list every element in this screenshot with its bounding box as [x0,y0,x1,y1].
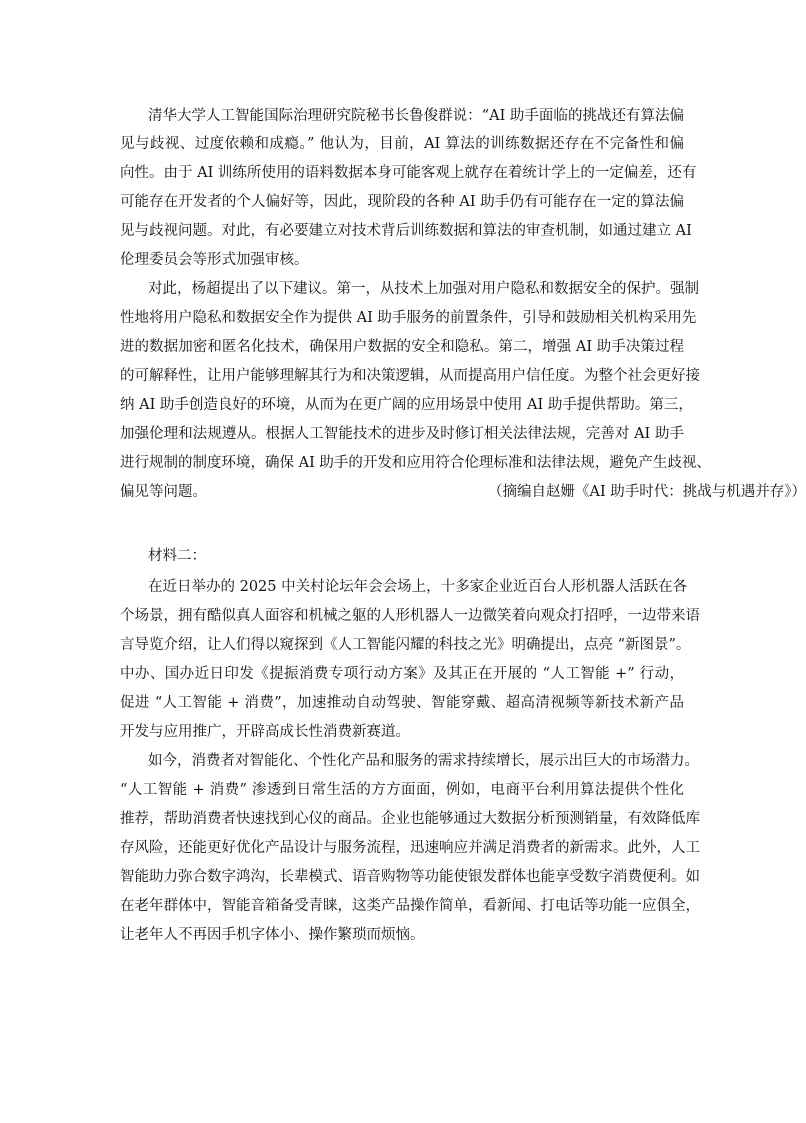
text-line: 性地将用户隐私和数据安全作为提供 AI 助手服务的前置条件，引导和鼓励相关机构采用先 [120,310,697,326]
text-line: 见与歧视、过度依赖和成瘾。” 他认为，目前，AI 算法的训练数据还存在不完备性和偏 [120,136,684,152]
text-line: 的可解释性，让用户能够理解其行为和决策逻辑，从而提高用户信任度。为整个社会更好接 [120,368,700,384]
text-line: 向性。由于 AI 训练所使用的语料数据本身可能客观上就存在着统计学上的一定偏差，还有 [120,165,697,181]
text-line: 存风险，还能更好优化产品设计与服务流程，迅速响应并满足消费者的新需求。此外，人工 [120,840,700,856]
text-line: 让老年人不再因手机字体小、操作繁琐而烦恼。 [120,927,425,943]
text-line: 推荐，帮助消费者快速找到心仪的商品。企业也能够通过大数据分析预测销量，有效降低库 [120,811,700,827]
section-heading: 材料二： [148,548,206,564]
text-line: 开发与应用推广，开辟高成长性消费新赛道。 [120,724,410,740]
text-line: 中办、国办近日印发《提振消费专项行动方案》及其正在开展的 “人工智能 +” 行动， [120,666,684,682]
text-line: 促进 “人工智能 + 消费”，加速推动自动驾驶、智能穿戴、超高清视频等新技术新产品 [120,695,684,711]
text-line: 进行规制的制度环境，确保 AI 助手的开发和应用符合伦理标准和法律法规，避免产生歧视、 [120,455,711,471]
text-line: 可能存在开发者的个人偏好等，因此，现阶段的各种 AI 助手仍有可能存在一定的算法偏 [120,194,684,210]
text-line: 对此，杨超提出了以下建议。第一，从技术上加强对用户隐私和数据安全的保护。强制 [148,281,699,297]
text-line: 个场景，拥有酷似真人面容和机械之躯的人形机器人一边微笑着向观众打招呼，一边带来语 [120,608,700,624]
text-line: 纳 AI 助手创造良好的环境，从而为在更广阔的应用场景中使用 AI 助手提供帮助。第三， [120,397,693,413]
text-fragment: 偏见等问题。 [120,484,207,500]
text-line: 言导览介绍，让人们得以窥探到《人工智能闪耀的科技之光》明确提出，点亮 “新图景”。 [120,637,691,653]
source-citation: （摘编自赵姗《AI 助手时代：挑战与机遇并存》） [488,484,806,500]
text-line: 清华大学人工智能国际治理研究院秘书长鲁俊群说：“AI 助手面临的挑战还有算法偏 [148,108,684,124]
text-line: 智能助力弥合数字鸿沟，长辈模式、语音购物等功能使银发群体也能享受数字消费便利。如 [120,869,700,885]
text-line: “人工智能 + 消费” 渗透到日常生活的方方面面，例如，电商平台利用算法提供个性化 [120,782,684,798]
text-line: 见与歧视问题。对此，有必要建立对技术背后训练数据和算法的审查机制，如通过建立 AI [120,223,692,239]
text-line [120,482,806,502]
text-line: 在老年群体中，智能音箱备受青睐，这类产品操作简单，看新闻、打电话等功能一应俱全， [120,898,700,914]
text-line: 伦理委员会等形式加强审核。 [120,252,309,268]
text-line: 进的数据加密和匿名化技术，确保用户数据的安全和隐私。第二，增强 AI 助手决策过程 [120,339,684,355]
text-line: 在近日举办的 2025 中关村论坛年会会场上，十多家企业近百台人形机器人活跃在各 [148,579,688,595]
text-line: 加强伦理和法规遵从。根据人工智能技术的进步及时修订相关法律法规，完善对 AI 助手 [120,426,684,442]
text-line: 如今，消费者对智能化、个性化产品和服务的需求持续增长，展示出巨大的市场潜力。 [148,753,699,769]
